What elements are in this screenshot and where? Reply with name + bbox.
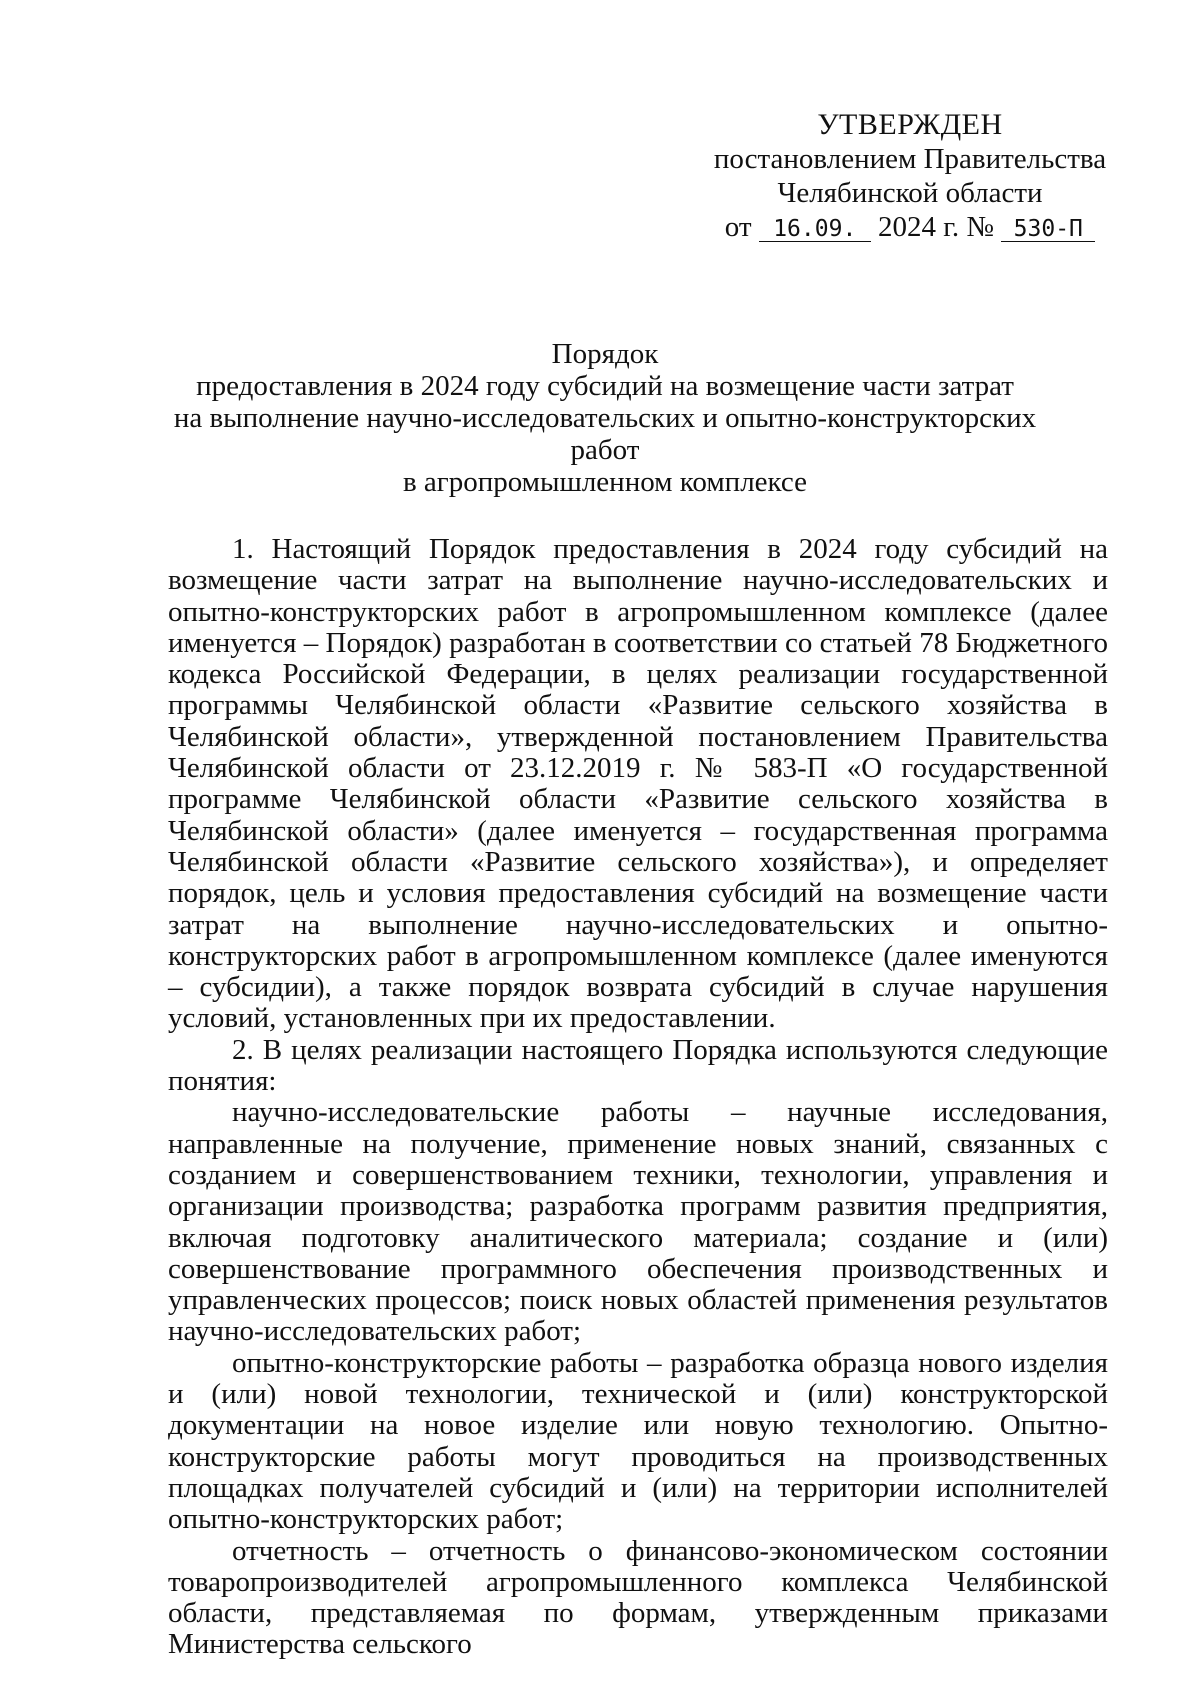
paragraph-1: 1. Настоящий Порядок предоставления в 2024 году субсидий на возмещение части затрат на выполнение научно-исследовательских и опытно-конструкторских работ в агропромышленном комплексе (далее именуется – Порядок) разработан в соответствии со статьей 78 Бюджетного кодекса Российской Федерации, в целях реализации государственной программы Челябинской области «Развитие сельского хозяйства в Челябинской области», утвержденной постановлением Правительства Челябинской области от 23.12.2019 г. № 583-П «О государственной программе Челябинской области «Развитие сельского хозяйства в Челябинской области» (далее именуется – государственная программа Челябинской области «Развитие сельского хозяйства»), и определяет порядок, цель и условия предоставления субсидий на возмещение части затрат на выполнение научно-исследовательских и опытно-конструкторских работ в агропромышленном комплексе (далее именуются – субсидии), а также порядок возврата субсидий в случае нарушения условий, установленных при их предоставлении. — [168, 533, 1108, 1035]
handwritten-date: 16.09. — [759, 217, 871, 242]
approval-line-1: постановлением Правительства — [713, 143, 1107, 175]
approval-reference — [710, 210, 1110, 244]
paragraph-5: отчетность – отчетность о финансово-экономическом состоянии товаропроизводителей агропромышленного комплекса Челябинской области, представляемая по формам, утвержденным приказами Министерства сельского — [168, 1534, 1108, 1661]
paragraph-4: опытно-конструкторские работы – разработка образца нового изделия и (или) новой технологии, технической и (или) конструкторской документации на новое изделие или новую технологию. Опытно-конструкторские работы могут проводиться на производственных площадках получателей субсидий и (или) на территории исполнителей опытно-конструкторских работ; — [168, 1346, 1108, 1536]
document-body — [168, 534, 1108, 1661]
approval-block — [710, 108, 1110, 244]
title-line-2: на выполнение научно-исследовательских и опытно-конструкторских работ — [173, 402, 1037, 466]
title-line-1: предоставления в 2024 году субсидий на возмещение части затрат — [196, 370, 1014, 402]
approval-heading: УТВЕРЖДЕН — [817, 108, 1003, 141]
title-line-3: в агропромышленном комплексе — [402, 466, 808, 498]
document-title — [150, 338, 1060, 498]
paragraph-2: 2. В целях реализации настоящего Порядка используются следующие понятия: — [168, 1033, 1108, 1098]
paragraph-3: научно-исследовательские работы – научные исследования, направленные на получение, применение новых знаний, связанных с созданием и совершенствованием техники, технологии, управления и организации производства; разработка программ развития предприятия, включая подготовку аналитического материала; создание и (или) совершенствование программного обеспечения производственных и управленческих процессов; поиск новых областей применения результатов научно-исследовательских работ; — [168, 1096, 1108, 1348]
approval-line-2: Челябинской области — [777, 177, 1043, 209]
title-heading: Порядок — [551, 338, 659, 370]
approval-prefix: от — [724, 211, 752, 243]
approval-year-number-label: 2024 г. № — [878, 211, 995, 243]
handwritten-number: 530-П — [1001, 217, 1095, 242]
